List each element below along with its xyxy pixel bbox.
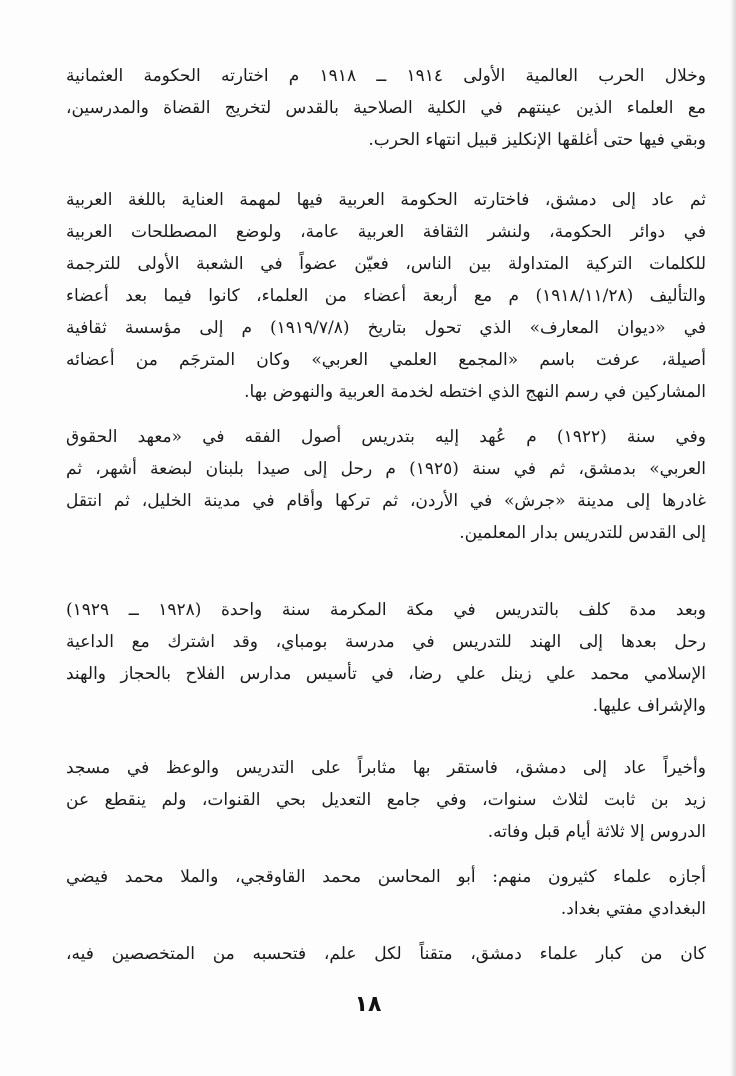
text-line: أجازه علماء كثيرون منهم: أبو المحاسن محمد القاوقجي، والملا محمد فيضي [66, 867, 706, 887]
page-number: ١٨ [354, 992, 382, 1017]
paragraph [66, 861, 706, 925]
text-line: وفي سنة (١٩٢٢) م عُهد إليه بتدريس أصول الفقه في «معهد الحقوق [66, 427, 706, 447]
text-line: غادرها إلى مدينة «جرش» في الأردن، ثم تركها وأقام في مدينة الخليل، ثم انتقل [66, 491, 706, 511]
paragraph [66, 184, 706, 408]
paragraph [66, 938, 706, 970]
text-line: وبعد مدة كلف بالتدريس في مكة المكرمة سنة واحدة (١٩٢٨ ــ ١٩٢٩) [66, 600, 706, 620]
text-line: والتأليف (١٩١٨/١١/٢٨) م مع أربعة أعضاء من العلماء، كانوا فيما بعد أعضاء [66, 286, 706, 306]
text-line: مع العلماء الذين عينتهم في الكلية الصلاحية بالقدس لتخريج القضاة والمدرسين، [66, 98, 706, 118]
text-line: وبقي فيها حتى أغلقها الإنكليز قبيل انتهاء الحرب. [368, 130, 706, 150]
text-line: زيد بن ثابت لثلاث سنوات، وفي جامع التعديل بحي القنوات، ولم ينقطع عن [66, 790, 706, 810]
text-line: وخلال الحرب العالمية الأولى ١٩١٤ ــ ١٩١٨ م اختارته الحكومة العثمانية [66, 66, 706, 86]
text-line: في «ديوان المعارف» الذي تحول بتاريخ (١٩١٩/٧/٨) م إلى مؤسسة ثقافية [66, 318, 706, 338]
page-edge-shadow [730, 0, 736, 1076]
text-line: والإشراف عليها. [592, 696, 706, 716]
text-line: الدروس إلا ثلاثة أيام قبل وفاته. [487, 822, 706, 842]
text-line: الإسلامي محمد علي زينل علي رضا، في تأسيس مدارس الفلاح بالحجاز والهند [66, 664, 706, 684]
text-line: أصيلة، عرفت باسم «المجمع العلمي العربي» وكان المترجَم من أعضائه [66, 350, 706, 370]
text-line: وأخيراً عاد إلى دمشق، فاستقر بها مثابراً على التدريس والوعظ في مسجد [66, 758, 706, 778]
text-line: إلى القدس للتدريس بدار المعلمين. [459, 523, 706, 543]
text-line: رحل بعدها إلى الهند للتدريس في مدرسة بومباي، وقد اشترك مع الداعية [66, 632, 706, 652]
text-line: المشاركين في رسم النهج الذي اختطه لخدمة العربية والنهوض بها. [244, 382, 706, 402]
text-line: العربي» بدمشق، ثم في سنة (١٩٢٥) م رحل إلى صيدا بلبنان لبضعة أشهر، ثم [66, 459, 706, 479]
paragraph [66, 594, 706, 722]
text-line: ثم عاد إلى دمشق، فاختارته الحكومة العربية فيها لمهمة العناية باللغة العربية [66, 190, 706, 210]
text-line: في دوائر الحكومة، ولنشر الثقافة العربية عامة، ولوضع المصطلحات العربية [66, 222, 706, 242]
text-line: كان من كبار علماء دمشق، متقناً لكل علم، فتحسبه من المتخصصين فيه، [66, 944, 706, 964]
text-line: البغدادي مفتي بغداد. [560, 899, 706, 919]
paragraph [66, 421, 706, 549]
paragraph [66, 752, 706, 848]
text-line: للكلمات التركية المتداولة بين الناس، فعيّن عضواً في الشعبة الأولى للترجمة [66, 254, 706, 274]
paragraph [66, 60, 706, 156]
